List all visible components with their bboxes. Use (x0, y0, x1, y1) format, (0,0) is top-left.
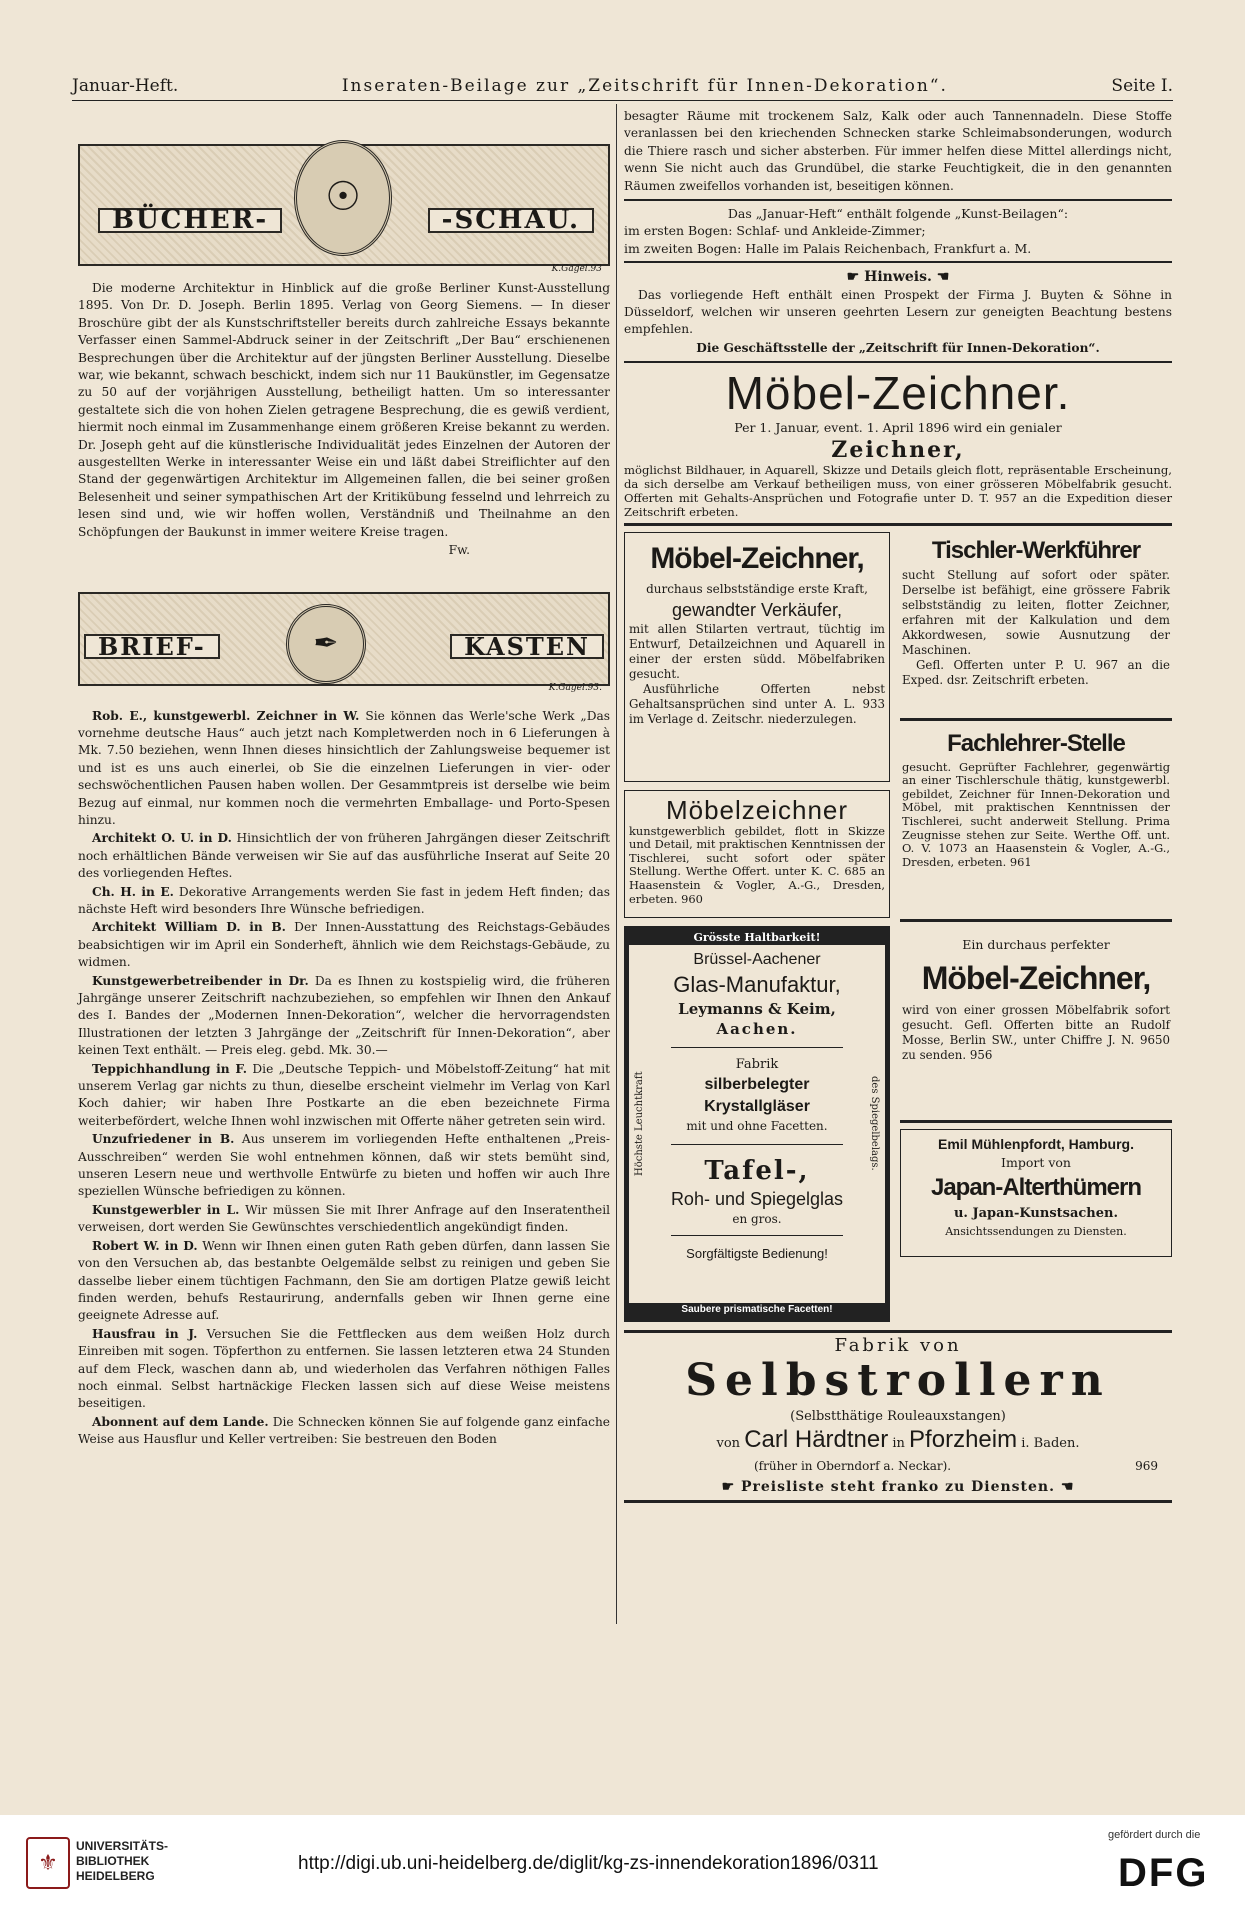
ad-number: 969 (1135, 1458, 1158, 1473)
ad-text: sucht Stellung auf sofort oder später. Derselbe ist befähigt, eine grössere Fabrik selbstständig zu leiten, flotter Zeichner, erfahren mit der Kalkulation und dem Akkordwesen, sowie Ausnutzung der Maschinen. (902, 567, 1170, 657)
ad-line: Ausführliche Offerten nebst Gehaltsansprüchen sind unter A. L. 933 im Verlage d. Zeitschr. niederzulegen. (629, 682, 885, 727)
ad-line: Brüssel-Aachener (693, 950, 821, 968)
ad-top-banner: Grösste Haltbarkeit! (629, 931, 885, 945)
column-divider (616, 104, 617, 1624)
entry-text: Sie können das Werle'sche Werk „Das vornehme deutsche Haus“ auch jetzt nach Kompletwerden noch in 6 Lieferungen à Mk. 7.50 beziehen, wenn Ihnen dieses hinsichtlich der Zahlungsweise bequemer ist und ist es uns auch einerlei, ob Sie die einzelnen Lieferungen in vier- oder sechswöchentlichen Pausen haben wollen. Der Gesammtpreis ist derselbe wie beim Bezug auf einmal, nur kommen noch die vermehrten Emballage- und Porto-Spesen hinzu. (78, 708, 610, 827)
letter-entry (78, 1202, 610, 1237)
ad-line: Fabrik von (834, 1334, 962, 1356)
ad-side-left: Höchste Leuchtkraft (634, 1071, 645, 1176)
header-page: Seite I. (1111, 76, 1173, 96)
ad-number: 960 (681, 891, 703, 906)
rule (624, 361, 1172, 363)
ad-text-body: gesucht. Geprüfter Fachlehrer, gegenwärtig an einer Tischlerschule thätig, kunstgewerbl. gebildet, Zeichner für Innen-Dekoration und Möbel, mit praktischen Kenntnissen der Tischlerei, sucht anderweit Stellung. Prima Zeugnisse stehen zur Seite. Werthe Off. unt. O. V. 1073 an Haasenstein & Vogler, A.-G., Dresden, erbeten. (902, 759, 1170, 869)
entry-recipient: Teppichhandlung in F. (92, 1061, 248, 1076)
left-column (78, 108, 610, 1450)
ad-line: gewandter Verkäufer, (671, 600, 843, 621)
header-title: Inseraten-Beilage zur „Zeitschrift für Innen-Dekoration“. (341, 76, 948, 96)
letter-entry (78, 1326, 610, 1413)
rule (671, 1047, 843, 1048)
ad-title: Tischler-Werkführer (931, 536, 1141, 564)
ad-text (902, 761, 1170, 870)
rule (900, 1120, 1172, 1123)
rule (671, 1144, 843, 1145)
library-name[interactable] (76, 1839, 168, 1884)
letter-entry (78, 973, 610, 1060)
ad-bottom-banner: Saubere prismatische Facetten! (629, 1303, 885, 1317)
ad-city: Pforzheim (909, 1425, 1018, 1453)
ad-line: u. Japan-Kunstsachen. (953, 1206, 1119, 1222)
letter-entry (78, 1414, 610, 1449)
beilagen-line2: im zweiten Bogen: Halle im Palais Reichenbach, Frankfurt a. M. (624, 240, 1032, 256)
rule (900, 919, 1172, 922)
ad-title: Selbstrollern (685, 1355, 1111, 1407)
ad-number: 956 (969, 1048, 993, 1063)
rule (624, 1500, 1172, 1503)
ad-text-body: wird von einer grossen Möbelfabrik sofort gesucht. Gefl. Offerten bitte an Rudolf Mosse, Berlin SW., unter Chiffre J. N. 9650 zu senden. (902, 1003, 1170, 1063)
ad-col-right (900, 532, 1172, 1322)
beilagen-line1: im ersten Bogen: Schlaf- und Ankleide-Zimmer; (624, 223, 926, 239)
viewer-footer (0, 1815, 1245, 1909)
ad-bottom-text: Preisliste steht franko zu Diensten. (741, 1478, 1055, 1495)
pointing-hand-icon: ☚ (931, 269, 950, 286)
entry-recipient: Unzufriedener in B. (92, 1132, 235, 1147)
running-header (72, 70, 1173, 101)
ad-number: 961 (1009, 854, 1032, 869)
ad-line: Ansichtssendungen zu Diensten. (945, 1224, 1127, 1238)
entry-text: Versuchen Sie die Fettflecken aus dem weißen Holz durch Einreiben mit sogen. Töpferthon zu entfernen. Sie lassen letzteren etwa 24 Stunden auf dem Fleck, waschen dann ab, und wiederholen das Verfahren nöthigen Falles noch einmal. Selbst hartnäckige Flecken lassen sich auf diese Weise meistens beseitigen. (78, 1326, 610, 1411)
ad-line: Tafel-, (704, 1155, 810, 1186)
ad-line: mit allen Stilarten vertraut, tüchtig im Entwurf, Detailzeichnen und Aquarell in einer der ersten südd. Möbelfabriken gesucht. (629, 622, 885, 682)
letter-entry (78, 830, 610, 882)
buecherschau-title-right: -SCHAU. (428, 208, 594, 233)
buecherschau-ornament (78, 144, 610, 274)
ad-moebel-zeichner-main (624, 367, 1172, 518)
entry-text: Wir müssen Sie mit Ihrer Anfrage auf den Inseratentheil verweisen, dort werden Sie Gewünschtes verschiedentlich angekündigt finden. (78, 1202, 611, 1235)
ad-text-body: kunstgewerblich gebildet, flott in Skizze und Detail, mit praktischen Kenntnissen der Tischlerei, sucht sofort oder später Stellung. Werthe Offert. unter K. C. 685 an Haasenstein & Vogler, A.-G., Dresden, erbeten. (629, 823, 885, 906)
rule (624, 261, 1172, 263)
funded-by-label: gefördert durch die (1108, 1829, 1201, 1841)
entry-text: Die „Deutsche Teppich- und Möbelstoff-Zeitung“ hat mit unserem Verlag gar nichts zu thun, dieselbe erscheint vielmehr im Verlag von Karl Koch dahier; wir haben Ihre Postkarte an die eben bezeichnete Firma weiterbefördert, welche Ihnen wohl inzwischen mit Offerte näher getreten sein wird. (78, 1061, 610, 1128)
ad-line: en gros. (732, 1211, 782, 1226)
ad-text (902, 1003, 1170, 1063)
ad-glas-body (629, 945, 885, 1268)
ad-line: (früher in Oberndorf a. Neckar). (754, 1458, 952, 1473)
hinweis-title-text: Hinweis. (864, 269, 932, 286)
ad-line: Import von (1001, 1154, 1071, 1170)
ad-line: Fabrik (735, 1056, 779, 1072)
briefkasten-signature: K.Gagel.93. (548, 683, 602, 694)
entry-recipient: Rob. E., kunstgewerbl. Zeichner in W. (92, 708, 360, 723)
permalink-url[interactable]: http://digi.ub.uni-heidelberg.de/diglit/kg-zs-innendekoration1896/0311 (298, 1853, 879, 1874)
pointing-hand-icon: ☚ (1054, 1478, 1075, 1495)
ad-title: Fachlehrer-Stelle (947, 729, 1125, 757)
entry-recipient: Ch. H. in E. (92, 884, 174, 899)
briefkasten-title-left: BRIEF- (84, 634, 220, 659)
entry-text: Wenn wir Ihnen einen guten Rath geben dürfen, dann lassen Sie von den Versuchen ab, das bestanbte Oelgemälde selbst zu reinigen und geben Sie dasselbe lieber einem tüchtigen Fachmann, den Sie am dortigen Platze gewiß leicht finden werden, behufs Restaurirung, andernfalls geben wir Ihnen gerne eine geeignete Adresse auf. (78, 1238, 611, 1323)
entry-recipient: Architekt William D. in B. (92, 920, 286, 935)
ad-title: Möbel-Zeichner, (921, 960, 1151, 997)
pointing-hand-icon: ☛ (721, 1478, 741, 1495)
entry-recipient: Hausfrau in J. (92, 1326, 198, 1341)
buecherschau-title-left: BÜCHER- (98, 208, 282, 233)
athena-medallion-icon: ☉ (294, 140, 392, 256)
letter-entry (78, 708, 610, 830)
library-name-line: BIBLIOTHEK (76, 1854, 150, 1868)
university-seal-icon: ⚜ (26, 1837, 70, 1889)
ad-word: von (716, 1435, 741, 1451)
entry-text: Aus unserem im vorliegenden Hefte enthaltenen „Preis-Ausschreiben“ werden Sie wohl entnehmen können, daß wir stets bemüht sind, unseren Lesern neue und werthvolle Entwürfe zu bieten und hoffen wir auch Ihre speziellen Wünsche befriedigen zu können. (78, 1132, 611, 1199)
ad-keyword: Zeichner, (831, 436, 965, 463)
ad-text: möglichst Bildhauer, in Aquarell, Skizze und Details gleich flott, repräsentable Erscheinung, da sich derselbe am Verkauf betheiligen muss, von einer grösseren Möbelfabrik gesucht. Offerten mit Gehalts-Ansprüchen und Fotografie unter D. T. 957 an die Expedition dieser Zeitschrift erbeten. (624, 462, 1172, 519)
ad-text: Gefl. Offerten unter P. U. 967 an die Exped. dsr. Zeitschrift erbeten. (902, 657, 1170, 687)
ad-line: silberbelegter Krystallgläser (704, 1075, 810, 1115)
ad-word: i. Baden. (1021, 1435, 1080, 1451)
ad-line: Leymanns & Keim, (678, 999, 836, 1018)
rule (624, 199, 1172, 201)
entry-recipient: Abonnent auf dem Lande. (92, 1414, 269, 1429)
ad-title: Japan-Alterthümern (930, 1174, 1142, 1202)
library-name-line: HEIDELBERG (76, 1869, 155, 1883)
ad-maker-name: Carl Härdtner (744, 1425, 889, 1453)
right-column (624, 108, 1172, 1507)
ad-moebel-zeichner-2 (624, 532, 890, 782)
letter-entry (78, 1061, 610, 1131)
beilagen-intro: Das „Januar-Heft“ enthält folgende „Kunst-Beilagen“: (727, 206, 1069, 222)
rule (624, 523, 1172, 526)
rule (624, 1330, 1172, 1333)
ad-glas-manufaktur (624, 926, 890, 1322)
hinweis-text: Das vorliegende Heft enthält einen Prospekt der Firma J. Buyten & Söhne in Düsseldorf, welchen wir unseren geehrten Lesern zur geneigten Beachtung bestens empfehlen. (624, 287, 1172, 337)
ad-side-right: des Spiegelbelags. (869, 1076, 880, 1172)
ad-maker (624, 1426, 1172, 1458)
ad-line: Emil Mühlenpfordt, Hamburg. (938, 1135, 1134, 1152)
continuation-text: besagter Räume mit trockenem Salz, Kalk oder auch Tannennadeln. Diese Stoffe veranlassen bei den kriechenden Schnecken starke Schleimabsonderungen, wodurch die Thiere rasch und sicher absterben. Für immer helfen diese Mittel allerdings nicht, wenn Sie nicht auch das Grundübel, die starke Feuchtigkeit, die in den genannten Räumen zweifellos vorhanden ist, beseitigen können. (624, 109, 1172, 193)
buecherschau-text: Die moderne Architektur in Hinblick auf die große Berliner Kunst-Ausstellung 1895. Von Dr. D. Joseph. Berlin 1895. Verlag von Georg Siemens. — In dieser Broschüre gibt der als Kunstschriftsteller bereits durch zahlreiche Essays bekannte Verfasser einen Sammel-Abdruck seiner in der Zeitschrift „Der Bau“ erschienenen Besprechungen über die Architektur auf der jüngsten Berliner Ausstellung. Dieselbe war, wie bekannt, schwach beschickt, indem sich nur 11 Baukünstler, im Gegensatze zu 50 auf der vorjährigen Ausstellung, betheiligt hatten. Um so interessanter gestaltete sich die von hohen Zielen getragene Besprechung, die es gewiß verdient, hiermit noch einmal im Zusammenhange einem größeren Kreise bekannt zu werden. Dr. Joseph geht auf die künstlerische Individualität jedes Einzelnen der Autoren der ausgestellten Werke in interessanter Weise ein und läßt dabei Streiflichter auf den Stand der gegenwärtigen Architektur im Allgemeinen fallen, die bei seiner großen Belesenheit und seiner sympathischen Art der Kritikübung fesselnd und lehrreich zu lesen sind und, wie wir hoffen wollen, Verständniß und Theilnahme an den Schöpfungen der Baukunst in immer weitere Kreise tragen. (78, 281, 610, 539)
rule (671, 1235, 843, 1236)
entry-recipient: Robert W. in D. (92, 1238, 198, 1253)
entry-recipient: Architekt O. U. in D. (92, 831, 232, 846)
library-name-line: UNIVERSITÄTS- (76, 1839, 169, 1853)
ad-title: Möbel-Zeichner. (725, 367, 1071, 420)
ad-word: in (892, 1435, 905, 1451)
ad-title: Möbel-Zeichner, (650, 541, 864, 575)
ad-col-left (624, 532, 890, 1322)
header-left: Januar-Heft. (72, 76, 179, 96)
ad-tischler-werkfuehrer (900, 532, 1172, 714)
ad-line: Ein durchaus perfekter (962, 936, 1110, 952)
inkwell-icon: ✒ (286, 604, 366, 684)
ad-selbstroller (624, 1334, 1172, 1497)
briefkasten-entries (78, 708, 610, 1449)
ad-line: Roh- und Spiegelglas (670, 1188, 844, 1209)
ad-fachlehrer-stelle (900, 725, 1172, 915)
ad-line: Aachen. (716, 1019, 798, 1038)
ad-line: mit und ohne Facetten. (686, 1118, 828, 1133)
letter-entry (78, 884, 610, 919)
ad-line: durchaus selbstständige erste Kraft, (646, 581, 868, 596)
entry-text: Dekorative Arrangements werden Sie fast in jedem Heft finden; das nächste Heft wird besonders Ihre Wünsche befriedigen. (78, 884, 610, 916)
ad-grid (624, 532, 1172, 1322)
ad-text (629, 825, 885, 907)
ad-line-row (624, 1458, 1172, 1475)
ad-bottom-line (624, 1479, 1172, 1496)
ad-line: Per 1. Januar, event. 1. April 1896 wird ein genialer (734, 420, 1062, 436)
letter-entry (78, 919, 610, 971)
entry-recipient: Kunstgewerbler in L. (92, 1202, 240, 1217)
ad-line: Glas-Manufaktur, (673, 971, 841, 997)
buecherschau-author: Fw. (448, 543, 470, 558)
hinweis-sign: Die Geschäftsstelle der „Zeitschrift für Innen-Dekoration“. (696, 340, 1100, 355)
letter-entry (78, 1238, 610, 1325)
entry-text: Der Innen-Ausstattung des Reichstags-Gebäudes beabsichtigen wir im April ein Sonderheft, ähnlich wie dem Reichstags-Gebäude, zu widmen. (78, 920, 610, 970)
entry-text: Da es Ihnen zu kostspielig wird, die früheren Jahrgänge unserer Zeitschrift nachzubeziehen, so empfehlen wir Ihnen den Ankauf des I. Bandes der „Modernen Innen-Dekoration“, welcher die hervorragendsten Illustrationen der letzten 3 Jahrgänge der „Zeitschrift für Innen-Dekoration“, aber keinen Text enthält. — Preis eleg. gebd. Mk. 30.— (78, 973, 610, 1058)
ad-title: Möbelzeichner (665, 794, 849, 825)
ad-perfekter-moebelzeichner (900, 926, 1172, 1116)
rule (900, 718, 1172, 721)
entry-text: Die Schnecken können Sie auf folgende ganz einfache Weise aus Hausflur und Keller vertreiben: Sie bestreuen den Boden (78, 1414, 611, 1447)
entry-text: Hinsichtlich der von früheren Jahrgängen dieser Zeitschrift noch erhältlichen Bände verweisen wir Sie auf das ausführliche Inserat auf Seite 20 des vorliegenden Heftes. (78, 831, 611, 881)
ad-moebelzeichner-3 (624, 790, 890, 918)
dfg-logo[interactable]: DFG (1118, 1851, 1209, 1895)
briefkasten-ornament (78, 592, 610, 694)
pointing-hand-icon: ☛ (846, 269, 865, 286)
entry-recipient: Kunstgewerbetreibender in Dr. (92, 973, 309, 988)
ad-line: Sorgfältigste Bedienung! (686, 1245, 828, 1261)
briefkasten-title-right: KASTEN (450, 634, 604, 659)
letter-entry (78, 1131, 610, 1201)
buecherschau-signature: K.Gagel.93 (551, 263, 602, 274)
hinweis-title (624, 269, 1172, 286)
ad-line: (Selbstthätige Rouleauxstangen) (790, 1409, 1006, 1425)
ad-japan-alterthuemer (900, 1129, 1172, 1257)
